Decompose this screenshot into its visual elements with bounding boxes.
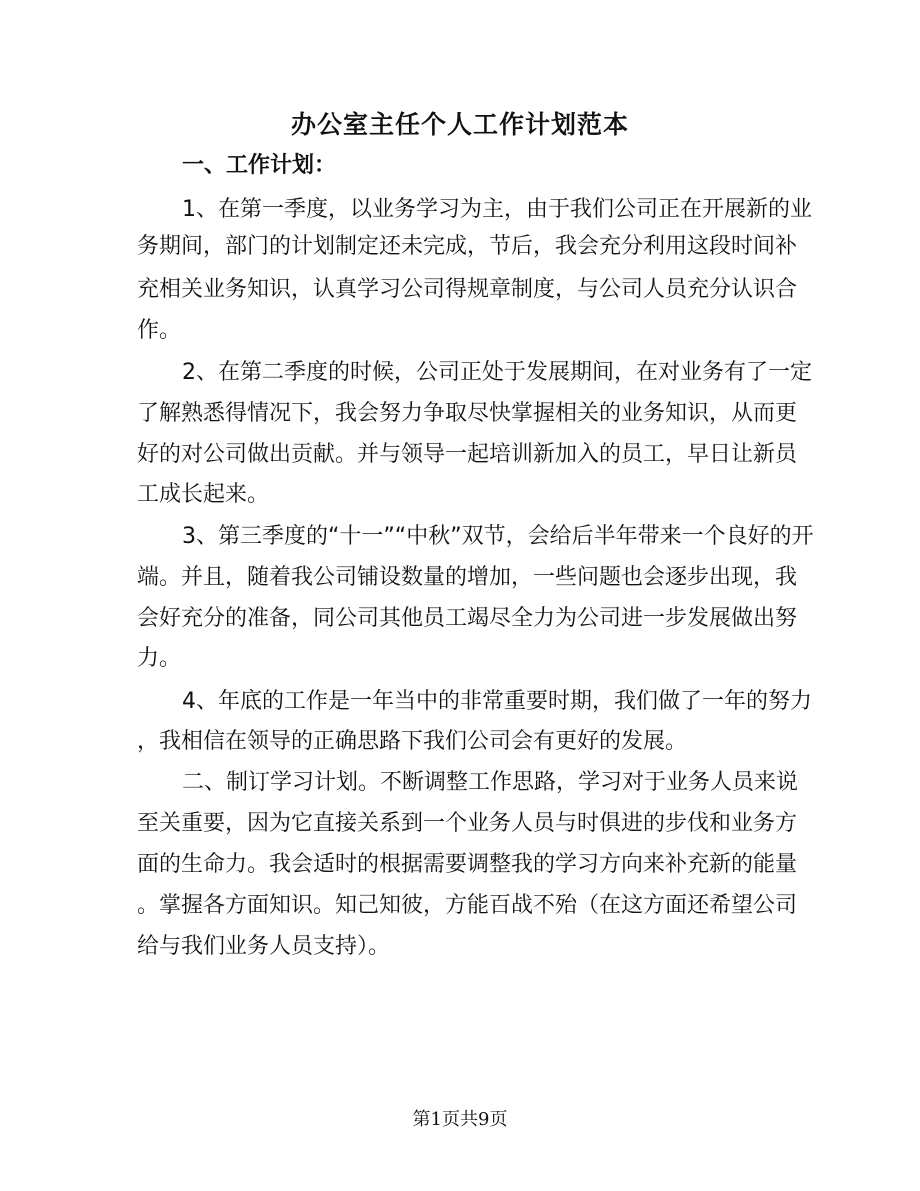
text-line: 二、制订学习计划。不断调整工作思路，学习对于业务人员来说 [182, 770, 799, 795]
text-line: 2、在第二季度的时候，公司正处于发展期间，在对业务有了一定 [182, 360, 812, 385]
text-line: ，我相信在领导的正确思路下我们公司会有更好的发展。 [137, 729, 688, 754]
text-line: 会好充分的准备，同公司其他员工竭尽全力为公司进一步发展做出努 [137, 606, 798, 631]
text-line: 好的对公司做出贡献。并与领导一起培训新加入的员工，早日让新员 [137, 442, 798, 467]
document-title: 办公室主任个人工作计划范本 [290, 110, 629, 139]
text-line: 充相关业务知识，认真学习公司得规章制度，与公司人员充分认识合 [137, 277, 798, 302]
text-line: 4、年底的工作是一年当中的非常重要时期，我们做了一年的努力 [182, 689, 812, 714]
text-line: 了解熟悉得情况下，我会努力争取尽快掌握相关的业务知识，从而更 [137, 401, 798, 426]
text-line: 作。 [137, 318, 182, 343]
text-line: 3、第三季度的“十一”“中秋”双节，会给后半年带来一个良好的开 [182, 524, 814, 549]
text-line: 给与我们业务人员支持）。 [137, 934, 391, 959]
text-line: 1、在第一季度，以业务学习为主，由于我们公司正在开展新的业 [182, 197, 812, 222]
text-line: 。掌握各方面知识。知己知彼，方能百战不殆（在这方面还希望公司 [137, 893, 798, 918]
page-number: 第1页共9页 [412, 1109, 508, 1130]
text-line: 工成长起来。 [137, 482, 270, 507]
text-line: 至关重要，因为它直接关系到一个业务人员与时俱进的步伐和业务方 [137, 811, 798, 836]
section-heading: 一、工作计划： [182, 153, 337, 178]
text-line: 务期间，部门的计划制定还未完成，节后，我会充分利用这段时间补 [137, 234, 798, 259]
text-line: 面的生命力。我会适时的根据需要调整我的学习方向来补充新的能量 [137, 852, 798, 877]
text-line: 力。 [137, 646, 182, 671]
text-line: 端。并且，随着我公司铺设数量的增加，一些问题也会逐步出现，我 [137, 565, 798, 590]
